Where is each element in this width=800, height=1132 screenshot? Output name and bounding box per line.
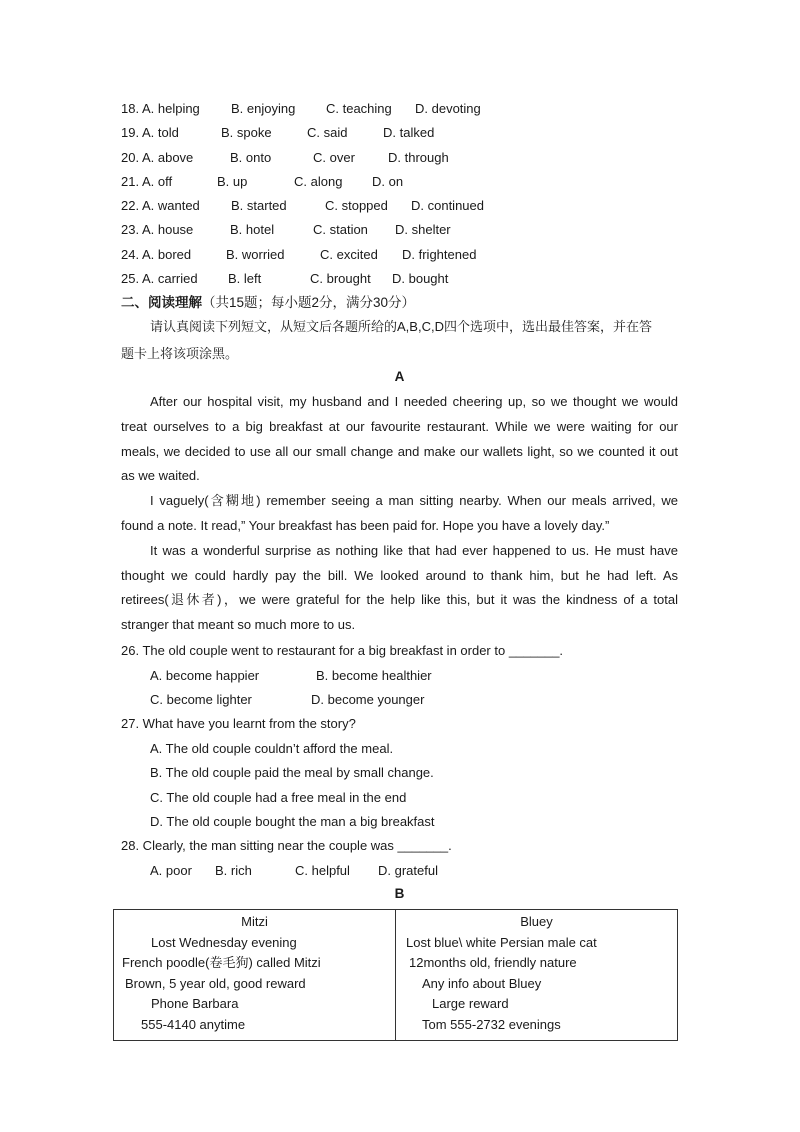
passage-a-body [121,390,678,638]
q28-option-d: D. grateful [378,863,438,878]
cloze-option-c: C. teaching [326,101,392,116]
section-title: 二、阅读理解 [121,295,202,310]
q26-option-b: B. become healthier [316,668,432,683]
cloze-option-c: C. brought [310,271,371,286]
cloze-option-a: 22. A. wanted [121,198,200,213]
q28-stem: 28. Clearly, the man sitting near the couple was _______. [121,838,452,853]
notice-line: French poodle(卷毛狗) called Mitzi [122,955,321,971]
passage-a-paragraph-1: After our hospital visit, my husband and I needed cheering up, so we thought we would treat ourselves to a big breakfast at our favourite restaurant. While we were waiting for our meals, we decided to use all our small change and make our wallets light, so we counted it out as we waited. [121,394,678,484]
q27-option-d: D. The old couple bought the man a big breakfast [150,814,435,829]
cloze-option-d: D. through [388,150,449,165]
cloze-option-d: D. shelter [395,222,451,237]
q26-option-d: D. become younger [311,692,425,707]
cloze-option-a: 21. A. off [121,174,173,189]
cloze-option-b: B. spoke [221,125,272,140]
cloze-option-d: D. talked [383,125,435,140]
cloze-option-c: C. over [313,150,355,165]
notice-line: Phone Barbara [151,996,239,1012]
cloze-option-a: 25. A. carried [121,271,198,286]
notice-line: Large reward [432,996,509,1012]
cloze-option-d: D. continued [411,198,484,213]
cloze-option-c: C. station [313,222,368,237]
cloze-option-b: B. onto [230,150,272,165]
q27-option-b: B. The old couple paid the meal by small change. [150,765,434,780]
passage-a-paragraph-3: It was a wonderful surprise as nothing like that had ever happened to us. He must have thought we could hardly pay the bill. We looked around to thank him, but he had left. As retirees(退休者)，we were grateful for the help like this, but it was the kindness of a total stranger that meant so much more to us. [121,542,678,633]
q27-stem: 27. What have you learnt from the story? [121,716,356,731]
notice-line: Any info about Bluey [422,975,542,991]
cloze-option-a: 18. A. helping [121,101,200,116]
cloze-option-a: 23. A. house [121,222,194,237]
q28-option-b: B. rich [215,863,252,878]
notice-line: Lost blue\ white Persian male cat [406,934,597,950]
notice-mitzi [114,910,396,1041]
cloze-option-c: C. excited [320,247,378,262]
notice-line: 12months old, friendly nature [409,955,577,971]
notice-title: Bluey [520,914,553,929]
cloze-option-c: C. along [294,174,343,189]
cloze-option-b: B. up [217,174,248,189]
notice-title: Mitzi [241,914,268,929]
q28-option-c: C. helpful [295,863,350,878]
cloze-option-b: B. worried [226,247,285,262]
q26-option-c: C. become lighter [150,692,252,707]
cloze-option-d: D. on [372,174,404,189]
q26-stem: 26. The old couple went to restaurant for a big breakfast in order to _______. [121,643,564,658]
instruction-line-1: 请认真阅读下列短文，从短文后各题所给的A,B,C,D四个选项中，选出最佳答案，并在答 [150,319,652,334]
notice-bluey [396,910,678,1041]
cloze-option-d: D. devoting [415,101,481,116]
lost-pets-table [113,909,678,1041]
q27-option-c: C. The old couple had a free meal in the end [150,790,407,805]
section-scoring: （共15题；每小题2分，满分30分） [202,295,416,310]
cloze-option-c: C. said [307,125,348,140]
notice-line: 555-4140 anytime [141,1016,246,1032]
passage-a-paragraph-2: I vaguely(含糊地) remember seeing a man sitting nearby. When our meals arrived, we found a note. It read,” Your breakfast has been paid for. Hope you have a lovely day.” [121,493,678,533]
q26-option-a: A. become happier [150,668,260,683]
notice-line: Tom 555-2732 evenings [422,1016,561,1032]
passage-b-label: B [394,886,405,901]
cloze-option-b: B. left [228,271,262,286]
q28-option-a: A. poor [150,863,192,878]
cloze-option-d: D. frightened [402,247,477,262]
cloze-option-c: C. stopped [325,198,388,213]
cloze-option-d: D. bought [392,271,449,286]
instruction-line-2: 题卡上将该项涂黑。 [121,346,239,361]
cloze-option-a: 20. A. above [121,150,194,165]
section-heading [121,294,415,312]
cloze-option-b: B. hotel [230,222,275,237]
cloze-option-a: 19. A. told [121,125,179,140]
notice-line: Brown, 5 year old, good reward [125,975,306,991]
notice-line: Lost Wednesday evening [151,934,297,950]
cloze-option-a: 24. A. bored [121,247,192,262]
q27-option-a: A. The old couple couldn’t afford the meal. [150,741,394,756]
cloze-option-b: B. started [231,198,287,213]
passage-a-label: A [394,369,405,384]
cloze-option-b: B. enjoying [231,101,296,116]
